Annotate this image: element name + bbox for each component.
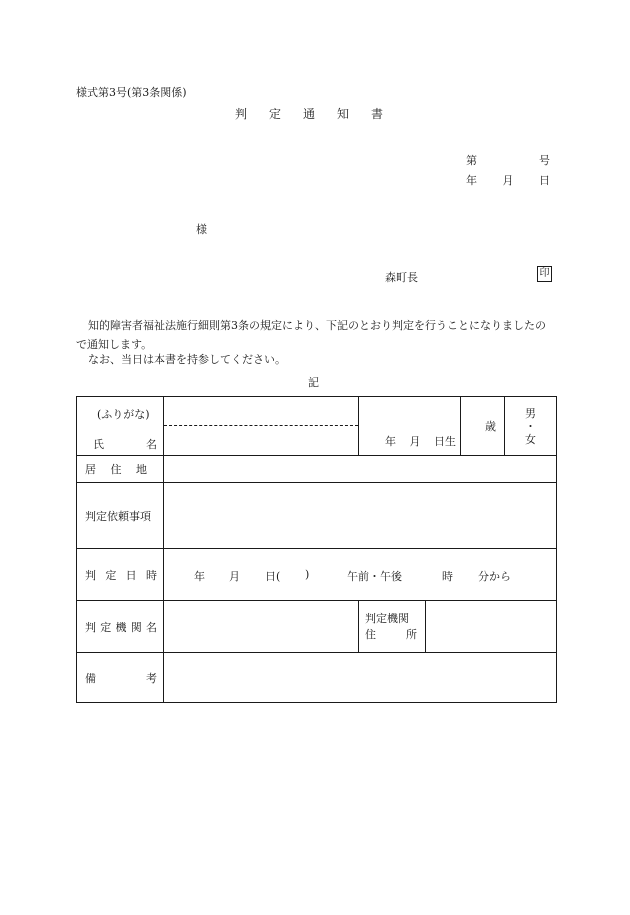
name-label-cell [77,397,164,456]
address-label-b: 住 [110,463,122,476]
request-label: 判定依頼事項 [77,483,164,549]
addressee-suffix: 様 [196,223,207,236]
furigana-field[interactable] [164,397,358,426]
name-field[interactable] [164,397,461,456]
address-row [77,456,557,483]
issuer-name: 森町長 [385,271,418,284]
name-label [85,436,163,452]
name-row [77,397,557,456]
sex-field[interactable] [505,397,557,456]
agency-label-c: 機 [115,620,127,634]
dt-year: 年 [194,569,205,583]
issue-month: 月 [502,174,514,187]
remarks-row [77,653,557,703]
agency-label-b: 定 [100,620,112,634]
document-title: 判定通知書 [235,107,406,121]
datetime-label-c: 日 [125,568,137,582]
ki-heading: 記 [308,376,319,389]
agency-address-line1: 判定機関 [365,611,409,625]
sex-male: 男 [525,406,537,420]
number-prefix: 第 [466,154,477,167]
agency-label [77,601,164,653]
request-field[interactable] [164,483,557,549]
furigana-label: (ふりがな) [97,408,150,421]
address-label [77,456,164,483]
birth-year: 年 [385,435,396,448]
agency-address-a: 住 [365,627,376,641]
age-field[interactable] [461,397,505,456]
agency-label-e: 名 [146,620,157,634]
birth-day: 日生 [434,435,456,448]
birth-month: 月 [409,435,421,448]
dt-day: 日( [265,569,281,583]
name-label-a: 氏 [93,438,104,451]
name-label-b: 名 [146,438,157,451]
remarks-label-a: 備 [85,671,96,685]
remarks-label [77,653,164,703]
judgment-form-table [76,396,557,703]
address-label-c: 地 [136,463,147,476]
number-suffix: 号 [539,154,550,167]
form-number-label: 様式第3号(第3条関係) [76,86,187,99]
datetime-row [77,549,557,601]
document-number-line [466,152,550,168]
agency-address-b: 所 [406,627,417,641]
dt-month: 月 [229,569,240,583]
agency-row [77,601,557,653]
agency-address-label [359,601,426,652]
datetime-field[interactable] [164,549,557,601]
agency-label-d: 関 [130,620,142,634]
agency-label-a: 判 [85,620,96,634]
request-row [77,483,557,549]
datetime-label-b: 定 [105,568,117,582]
sex-separator: ・ [525,419,537,433]
name-entry[interactable] [164,426,358,455]
birthdate-field[interactable] [359,397,460,455]
remarks-field[interactable] [164,653,557,703]
dt-paren-close: ) [305,567,310,581]
issue-day: 日 [539,174,550,187]
dt-ampm: 午前・午後 [347,569,402,583]
issue-date-line [466,172,550,188]
issue-year: 年 [466,174,477,187]
datetime-label [77,549,164,601]
body-paragraph-1: 知的障害者福祉法施行細則第3条の規定により、下記のとおり判定を行うことになりましたので通知します。 [76,319,546,351]
seal-mark: 印 [537,266,552,282]
datetime-label-a: 判 [85,568,96,582]
dt-minute: 分から [478,569,511,583]
sex-female: 女 [525,432,537,446]
address-label-a: 居 [85,463,96,476]
agency-address-cell [359,601,557,653]
agency-name-field[interactable] [164,601,359,653]
agency-address-field[interactable] [426,601,556,652]
remarks-label-b: 考 [146,671,157,685]
body-paragraph-2: なお、当日は本書を持参してください。 [88,353,286,366]
address-field[interactable] [164,456,557,483]
datetime-label-d: 時 [145,568,157,582]
dt-hour: 時 [442,569,453,583]
age-unit: 歳 [485,420,497,433]
